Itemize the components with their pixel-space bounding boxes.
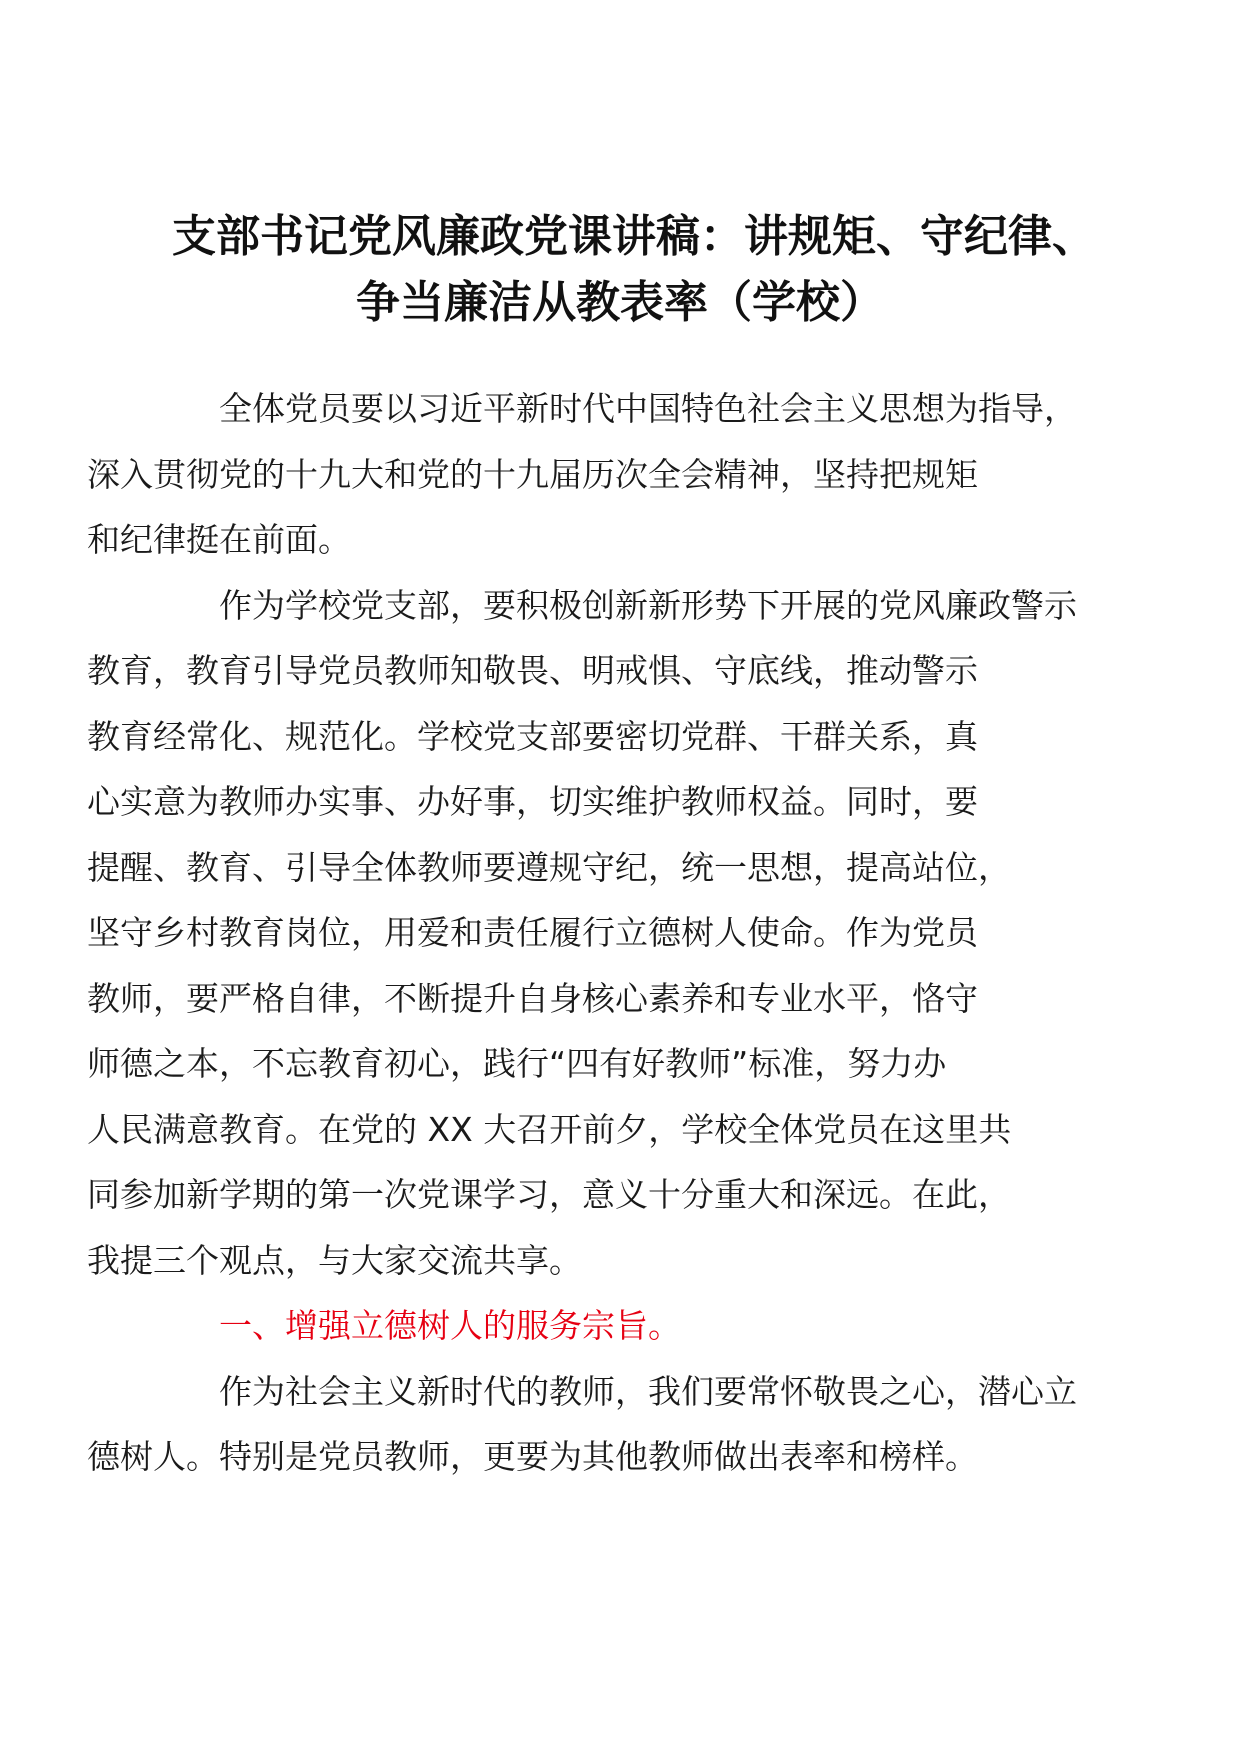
- section-heading: 一、增强立德树人的服务宗旨。: [219, 1306, 681, 1345]
- paragraph-line: 和纪律挺在前面。: [87, 520, 351, 559]
- paragraph-line: 作为学校党支部，要积极创新新形势下开展的党风廉政警示: [219, 585, 1077, 625]
- document-body: [87, 376, 1093, 1490]
- paragraph-line: 我提三个观点，与大家交流共享。: [87, 1240, 582, 1280]
- title-line-2: 争当廉洁从教表率（学校）: [356, 277, 884, 328]
- paragraph-line: 深入贯彻党的十九大和党的十九届历次全会精神，坚持把规矩: [87, 454, 978, 494]
- paragraph-line: 德树人。特别是党员教师，更要为其他教师做出表率和榜样。: [87, 1437, 978, 1476]
- document-title: [0, 204, 1240, 336]
- paragraph-2: [87, 573, 1093, 1294]
- paragraph-line: 坚守乡村教育岗位，用爱和责任履行立德树人使命。作为党员: [87, 913, 978, 952]
- paragraph-line: 提醒、教育、引导全体教师要遵规守纪，统一思想，提高站位，: [87, 847, 1011, 887]
- title-line-1: 支部书记党风廉政党课讲稿：讲规矩、守纪律、: [172, 211, 1096, 262]
- paragraph-line: 人民满意教育。在党的 XX 大召开前夕，学校全体党员在这里共: [87, 1109, 1012, 1149]
- paragraph-line: 作为社会主义新时代的教师，我们要常怀敬畏之心，潜心立: [219, 1371, 1077, 1411]
- paragraph-line: 同参加新学期的第一次党课学习，意义十分重大和深远。在此，: [87, 1175, 1011, 1214]
- paragraph-1: [87, 376, 1093, 573]
- paragraph-line: 教育，教育引导党员教师知敬畏、明戒惧、守底线，推动警示: [87, 651, 978, 690]
- paragraph-line: 师德之本，不忘教育初心，践行“四有好教师”标准，努力办: [87, 1044, 947, 1083]
- paragraph-line: 教育经常化、规范化。学校党支部要密切党群、干群关系，真: [87, 716, 978, 756]
- paragraph-line: 全体党员要以习近平新时代中国特色社会主义思想为指导，: [219, 389, 1077, 428]
- paragraph-3: [87, 1359, 1093, 1490]
- paragraph-line: 心实意为教师办实事、办好事，切实维护教师权益。同时，要: [87, 782, 978, 821]
- paragraph-line: 教师，要严格自律，不断提升自身核心素养和专业水平，恪守: [87, 978, 978, 1018]
